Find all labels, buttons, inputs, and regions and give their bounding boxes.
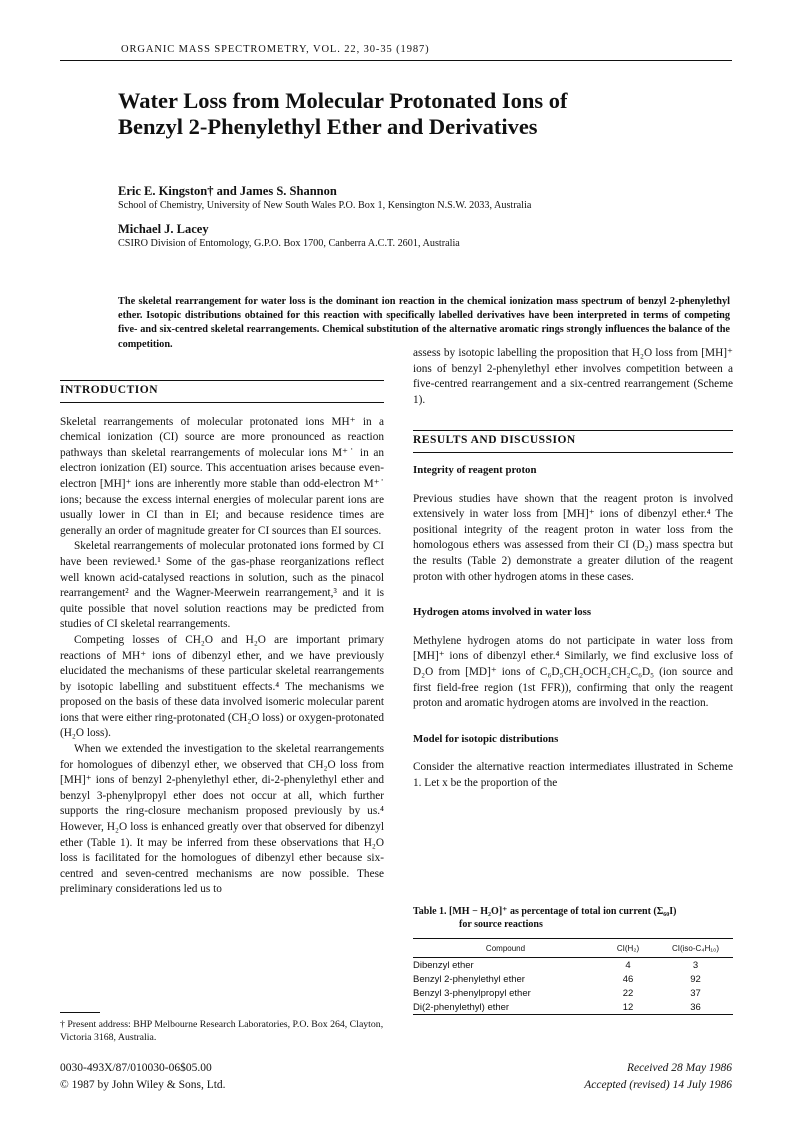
- table-row: [413, 958, 733, 972]
- footnote: † Present address: BHP Melbourne Research Laboratories, P.O. Box 264, Clayton, Victoria 3168, Australia.: [60, 1019, 384, 1043]
- header-ci-isobutane: CI(iso-C₄H₁₀): [671, 943, 720, 953]
- title-line-2: Benzyl 2-Phenylethyl Ether and Derivatives: [118, 114, 538, 139]
- author-group-2: Michael J. Lacey: [118, 222, 209, 236]
- subheading-model: Model for isotopic distributions: [413, 732, 559, 745]
- header-compound: Compound: [485, 943, 526, 953]
- received-date: Received 28 May 1986: [626, 1062, 732, 1074]
- affiliation-1: School of Chemistry, University of New South Wales P.O. Box 1, Kensington N.S.W. 2033, Australia: [118, 200, 532, 211]
- subheading-reagent-proton: Integrity of reagent proton: [413, 463, 537, 476]
- cell-compound: Benzyl 3-phenylpropyl ether: [413, 987, 531, 999]
- abstract: The skeletal rearrangement for water loss is the dominant ion reaction in the chemical ionization mass spectrum of benzyl 2-phenylethyl ether. Isotopic distributions obtained for this reaction with specifically labelled derivatives have been interpreted in terms of competing five- and six-centred skeletal rearrangements. Chemical substitution of the alternative aromatic rings strongly influences the balance of the competition.: [118, 296, 730, 350]
- header-ci-h2: CI(H₂): [616, 943, 640, 953]
- title-line-1: Water Loss from Molecular Protonated Ions of: [118, 88, 568, 113]
- cell-ci-isobutane: 36: [690, 1001, 701, 1013]
- header-rule: [60, 60, 732, 61]
- table-bottom-rule: [413, 1014, 733, 1015]
- cell-ci-h2: 22: [622, 987, 634, 999]
- dates: [540, 1060, 732, 1094]
- article-code: 0030-493X/87/010030-06$05.00: [60, 1062, 212, 1074]
- table-row: [413, 986, 733, 1000]
- table-header-row: [413, 939, 733, 957]
- table-row: [413, 972, 733, 986]
- paper-title: [118, 88, 738, 140]
- footnote-rule: [60, 1012, 100, 1013]
- hydrogen-atoms-paragraph: Methylene hydrogen atoms do not participate in water loss from [MH]⁺ ions of dibenzyl ether.⁴ Similarly, we find exclusive loss of D₂O from [MD]⁺ ions of C₆D₅CH₂OCH₂CH₂C₆D₅ (ion source and first field-free region (1st FFR)), confirming that only the reagent proton and aromatic hydrogen atoms are involved in the reaction.: [413, 634, 733, 710]
- cell-compound: Di(2-phenylethyl) ether: [413, 1001, 510, 1013]
- intro-paragraph-4: When we extended the investigation to the skeletal rearrangements for homologues of dibenzyl ether, we observed that CH₂O loss from [MH]⁺ ions of benzyl 2-phenylethyl ether, di-2-phenylethyl ether and benzyl 3-phenylpropyl ether does not occur at all, which further supports the ring-closure mechanism proposed previously by us.⁴ However, H₂O loss is enhanced greatly over that observed for dibenzyl ether (Table 1). It may be inferred from these observations that H₂O loss is facilitated for the homologues of dibenzyl ether because six-centred and seven-centred mechanisms are now possible. These preliminary considerations led us to: [60, 743, 384, 896]
- copyright: © 1987 by John Wiley & Sons, Ltd.: [60, 1079, 226, 1091]
- introduction-heading: INTRODUCTION: [60, 380, 384, 403]
- table-caption: [413, 905, 733, 931]
- author-group-1: Eric E. Kingston† and James S. Shannon: [118, 184, 337, 198]
- affiliation-2: CSIRO Division of Entomology, G.P.O. Box 1700, Canberra A.C.T. 2601, Australia: [118, 238, 460, 249]
- cell-ci-h2: 4: [625, 959, 631, 971]
- cell-compound: Dibenzyl ether: [413, 959, 474, 971]
- results-heading: RESULTS AND DISCUSSION: [413, 430, 733, 453]
- model-paragraph: Consider the alternative reaction intermediates illustrated in Scheme 1. Let x be the proportion of the: [413, 761, 733, 789]
- cell-ci-h2: 12: [622, 1001, 634, 1013]
- table-row: [413, 1000, 733, 1014]
- running-head: ORGANIC MASS SPECTROMETRY, VOL. 22, 30-35 (1987): [121, 44, 430, 55]
- cell-ci-isobutane: 92: [690, 973, 701, 985]
- publication-info: [60, 1060, 226, 1094]
- accepted-date: Accepted (revised) 14 July 1986: [584, 1079, 732, 1091]
- left-column: [60, 380, 384, 898]
- intro-paragraph-2: Skeletal rearrangements of molecular protonated ions formed by CI have been reviewed.¹ Some of the gas-phase reorganizations reflect well known acid-catalysed reactions in solution, such as the pinacol rearrangement² and the Wagner-Meerwein rearrangement,³ and it is quite possible that novel solution reactions may be predicted from studies of CI skeletal rearrangements.: [60, 540, 384, 631]
- cell-compound: Benzyl 2-phenylethyl ether: [413, 973, 525, 985]
- intro-paragraph-1: Skeletal rearrangements of molecular protonated ions MH⁺ in a chemical ionization (CI) source are more pronounced as reaction pathways than skeletal rearrangements of molecular ions M⁺˙ in an electron ionization (EI) source. This accentuation arises because even-electron [MH]⁺ ions are inherently more stable than odd-electron M⁺˙ ions; because the excess internal energies of molecular parent ions are usually lower in CI than in EI; and because residence times are generally an order of magnitude greater for CI sources than EI sources.: [60, 415, 384, 537]
- subheading-hydrogen-atoms: Hydrogen atoms involved in water loss: [413, 606, 592, 619]
- intro-paragraph-3: Competing losses of CH₂O and H₂O are important primary reactions of MH⁺ ions of dibenzyl ether, and we have previously elucidated the mechanisms of these particular skeletal rearrangements by isotopic labelling and substituent effects.⁴ The mechanisms we proposed on the basis of these data involved isomeric molecular parent ions that were either ring-protonated (CH₂O loss) or oxygen-protonated (H₂O loss).: [60, 633, 384, 740]
- table-caption-line-1: Table 1. [MH − H₂O]⁺ as percentage of total ion current (Σ₆₀I): [413, 906, 677, 917]
- cell-ci-isobutane: 3: [692, 959, 699, 971]
- continued-paragraph: assess by isotopic labelling the proposition that H₂O loss from [MH]⁺ ions of benzyl 2-phenylethyl ether involves competition between a five-centred rearrangement and a six-centred rearrangement (Scheme 1).: [413, 347, 733, 406]
- table-caption-line-2: for source reactions: [459, 919, 543, 930]
- cell-ci-isobutane: 37: [690, 987, 701, 999]
- table-1: [413, 938, 733, 1015]
- right-column: [413, 346, 733, 791]
- reagent-proton-paragraph: Previous studies have shown that the reagent proton is involved extensively in water loss from [MH]⁺ ions of dibenzyl ether.⁴ The positional integrity of the reagent proton in water loss from the homologous ethers was assessed from their CI (D₂) mass spectra but the results (Table 2) demonstrate a greater dilution of the reagent proton with other hydrogen atoms in these cases.: [413, 492, 733, 583]
- cell-ci-h2: 46: [622, 973, 634, 985]
